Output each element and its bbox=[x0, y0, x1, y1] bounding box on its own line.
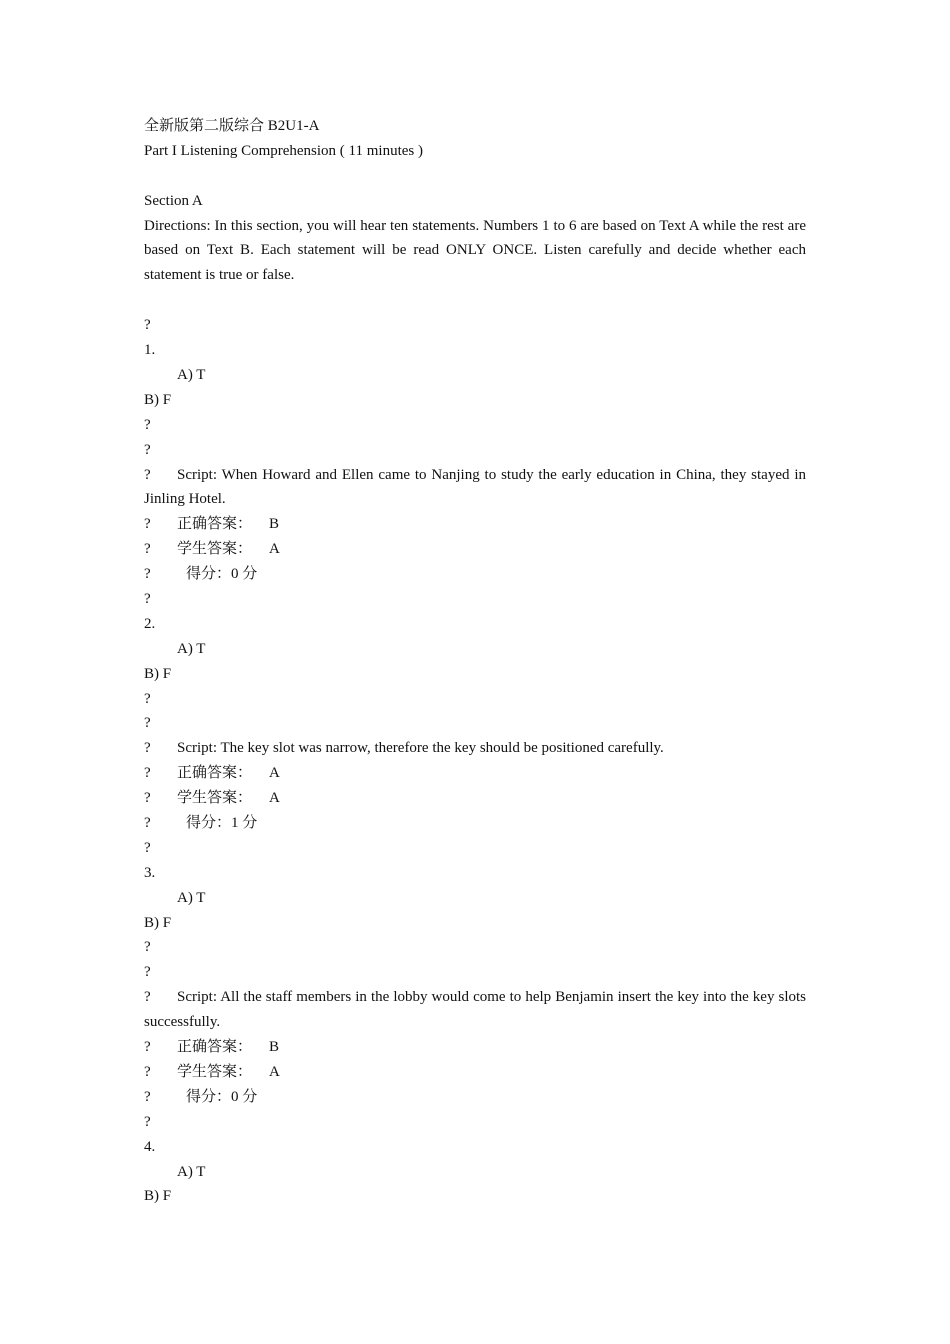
marker: ? bbox=[144, 790, 151, 807]
correct-answer-value: A bbox=[269, 765, 280, 782]
question-block bbox=[144, 313, 806, 587]
spacer bbox=[144, 164, 806, 189]
option-a[interactable]: A) T bbox=[177, 1163, 206, 1180]
question-number: 2. bbox=[144, 615, 156, 632]
score-label: 得分： bbox=[186, 1088, 232, 1105]
option-b[interactable]: B) F bbox=[144, 914, 172, 931]
score-value: 1 bbox=[231, 815, 239, 832]
marker: ? bbox=[144, 939, 151, 956]
option-b[interactable]: B) F bbox=[144, 391, 172, 408]
correct-answer-label: 正确答案： bbox=[177, 765, 253, 782]
option-a[interactable]: A) T bbox=[177, 366, 206, 383]
script-line bbox=[144, 736, 806, 761]
correct-answer-value: B bbox=[269, 516, 280, 533]
doc-title: 全新版第二版综合 B2U1-A bbox=[144, 118, 320, 134]
student-answer-row bbox=[144, 1060, 806, 1085]
part-heading: Part I Listening Comprehension ( 11 minutes ) bbox=[144, 142, 423, 159]
marker: ? bbox=[144, 964, 151, 981]
script-line bbox=[144, 985, 806, 1035]
question-number: 3. bbox=[144, 864, 156, 881]
section-directions: Directions: In this section, you will hear ten statements. Numbers 1 to 6 are based on Text A while the rest are based on Text B. Each statement will be read ONLY ONCE. Listen carefully and decide whether each statement is true or false. bbox=[144, 217, 806, 284]
section-heading: Section A bbox=[144, 192, 203, 209]
marker: ? bbox=[144, 839, 151, 856]
marker: ? bbox=[144, 1088, 151, 1105]
question-number: 1. bbox=[144, 342, 156, 359]
marker: ? bbox=[144, 815, 151, 832]
option-b[interactable]: B) F bbox=[144, 665, 172, 682]
score-value: 0 bbox=[231, 1088, 239, 1105]
score-value: 0 bbox=[231, 566, 239, 583]
script-text: Script: The key slot was narrow, therefore the key should be positioned carefully. bbox=[177, 740, 664, 757]
marker: ? bbox=[144, 989, 151, 1006]
correct-answer-row bbox=[144, 1035, 806, 1060]
correct-answer-row bbox=[144, 512, 806, 537]
marker: ? bbox=[144, 715, 151, 732]
script-text: Script: When Howard and Ellen came to Nanjing to study the early education in China, they stayed in Jinling Hotel. bbox=[144, 466, 806, 508]
document-page bbox=[144, 114, 806, 1209]
score-unit: 分 bbox=[242, 566, 258, 583]
marker: ? bbox=[144, 566, 151, 583]
marker: ? bbox=[144, 1039, 151, 1056]
marker: ? bbox=[144, 317, 151, 334]
marker: ? bbox=[144, 541, 151, 558]
marker: ? bbox=[144, 740, 151, 757]
score-unit: 分 bbox=[242, 815, 258, 832]
student-answer-row bbox=[144, 786, 806, 811]
score-row bbox=[144, 811, 806, 836]
option-b[interactable]: B) F bbox=[144, 1188, 172, 1205]
marker: ? bbox=[144, 765, 151, 782]
student-answer-value: A bbox=[269, 541, 280, 558]
marker: ? bbox=[144, 466, 151, 483]
marker: ? bbox=[144, 690, 151, 707]
score-unit: 分 bbox=[242, 1088, 258, 1105]
question-block bbox=[144, 1110, 806, 1210]
marker: ? bbox=[144, 591, 151, 607]
marker: ? bbox=[144, 1113, 151, 1130]
question-number: 4. bbox=[144, 1138, 156, 1155]
student-answer-label: 学生答案： bbox=[177, 790, 253, 807]
student-answer-label: 学生答案： bbox=[177, 1063, 253, 1080]
marker: ? bbox=[144, 516, 151, 533]
marker: ? bbox=[144, 1063, 151, 1080]
option-a[interactable]: A) T bbox=[177, 889, 206, 906]
spacer bbox=[144, 288, 806, 313]
question-block bbox=[144, 587, 806, 836]
question-block bbox=[144, 836, 806, 1110]
marker: ? bbox=[144, 441, 151, 458]
correct-answer-value: B bbox=[269, 1039, 280, 1056]
score-label: 得分： bbox=[186, 566, 232, 583]
student-answer-row bbox=[144, 537, 806, 562]
correct-answer-row bbox=[144, 761, 806, 786]
score-row bbox=[144, 562, 806, 587]
student-answer-value: A bbox=[269, 790, 280, 807]
student-answer-label: 学生答案： bbox=[177, 541, 253, 558]
script-text: Script: All the staff members in the lobby would come to help Benjamin insert the key into the key slots successfully. bbox=[144, 989, 806, 1031]
script-line bbox=[144, 463, 806, 513]
correct-answer-label: 正确答案： bbox=[177, 1039, 253, 1056]
option-a[interactable]: A) T bbox=[177, 640, 206, 657]
score-row bbox=[144, 1085, 806, 1110]
correct-answer-label: 正确答案： bbox=[177, 516, 253, 533]
student-answer-value: A bbox=[269, 1063, 280, 1080]
score-label: 得分： bbox=[186, 815, 232, 832]
marker: ? bbox=[144, 416, 151, 433]
